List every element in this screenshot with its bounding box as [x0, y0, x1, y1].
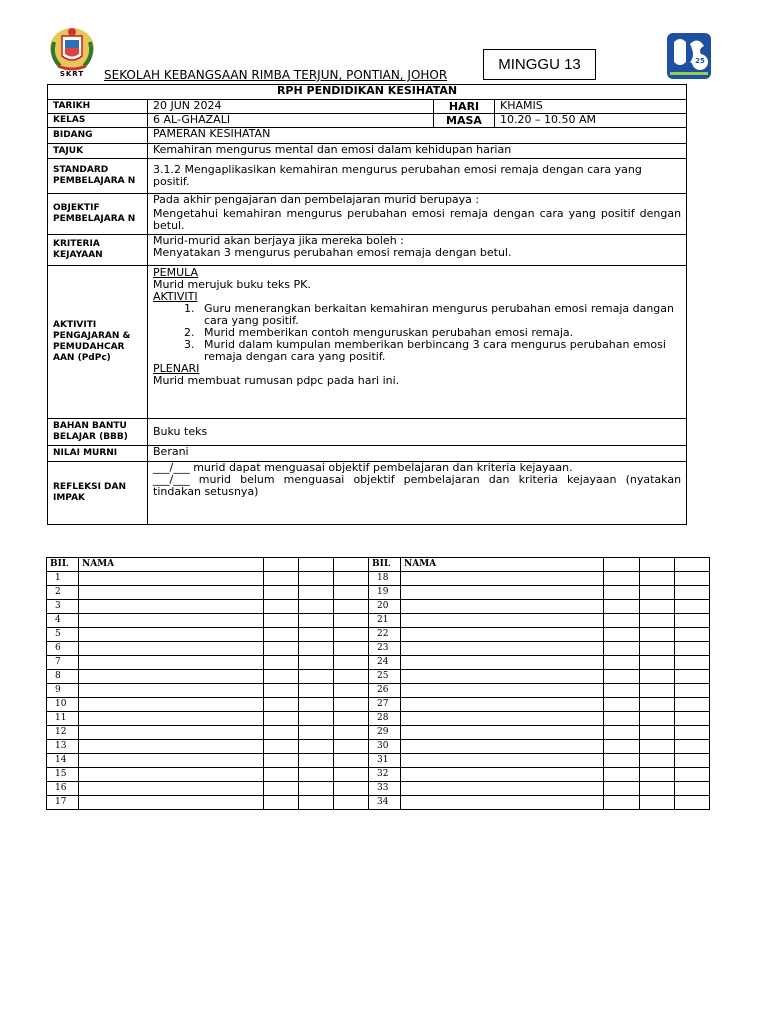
- mark-cell: [640, 586, 675, 600]
- student-name-cell: [79, 572, 264, 586]
- student-name-cell: [79, 796, 264, 810]
- mark-cell: [604, 698, 640, 712]
- mark-cell: [604, 684, 640, 698]
- refleksi-label: REFLEKSI DAN IMPAK: [48, 462, 148, 525]
- mark-cell: [264, 572, 299, 586]
- week-label: MINGGU 13: [483, 49, 596, 80]
- bil-number: 29: [369, 726, 401, 740]
- mark-cell: [675, 712, 710, 726]
- mark-cell: [334, 558, 369, 572]
- mark-cell: [299, 656, 334, 670]
- mark-cell: [299, 628, 334, 642]
- mark-cell: [675, 782, 710, 796]
- mark-cell: [264, 796, 299, 810]
- mark-cell: [264, 768, 299, 782]
- student-name-cell: [401, 740, 604, 754]
- mark-cell: [299, 698, 334, 712]
- bil-number: 19: [369, 586, 401, 600]
- refleksi-line-1: ___/___ murid dapat menguasai objektif pembelajaran dan kriteria kejayaan.: [153, 461, 573, 474]
- bil-number: 22: [369, 628, 401, 642]
- mark-cell: [299, 768, 334, 782]
- student-name-cell: [79, 684, 264, 698]
- bil-number: 31: [369, 754, 401, 768]
- mark-cell: [334, 656, 369, 670]
- student-name-cell: [79, 754, 264, 768]
- mark-cell: [604, 726, 640, 740]
- mark-cell: [334, 614, 369, 628]
- student-name-cell: [401, 698, 604, 712]
- student-name-cell: [401, 796, 604, 810]
- mark-cell: [334, 600, 369, 614]
- student-name-cell: [401, 642, 604, 656]
- refleksi-line-2: ___/___ murid belum menguasai objektif pembelajaran dan kriteria kejayaan (nyatakan tindakan setusnya): [153, 473, 682, 498]
- mark-cell: [604, 740, 640, 754]
- mark-cell: [334, 782, 369, 796]
- mark-cell: [334, 586, 369, 600]
- aktiviti-list: [153, 303, 681, 363]
- mark-cell: [640, 754, 675, 768]
- bil-number: 11: [47, 712, 79, 726]
- attendance-row: [47, 670, 710, 684]
- mark-cell: [334, 684, 369, 698]
- lesson-plan-table: [47, 84, 687, 525]
- mark-cell: [675, 572, 710, 586]
- bil-number: 2: [47, 586, 79, 600]
- student-name-cell: [79, 698, 264, 712]
- mark-cell: [640, 726, 675, 740]
- mark-cell: [604, 754, 640, 768]
- tajuk-value: Kemahiran mengurus mental dan emosi dalam kehidupan harian: [148, 144, 687, 159]
- mark-cell: [334, 754, 369, 768]
- mark-cell: [299, 796, 334, 810]
- mark-cell: [675, 768, 710, 782]
- mark-cell: [334, 712, 369, 726]
- student-name-cell: [79, 712, 264, 726]
- mark-cell: [604, 614, 640, 628]
- attendance-row: [47, 740, 710, 754]
- bil-number: 15: [47, 768, 79, 782]
- bil-header: BIL: [369, 558, 401, 572]
- aktiviti-label: AKTIVITI PENGAJARAN & PEMUDAHCAR AAN (PdPc): [48, 266, 148, 419]
- tarikh-value: 20 JUN 2024: [148, 100, 434, 114]
- mark-cell: [334, 726, 369, 740]
- mark-cell: [604, 600, 640, 614]
- attendance-row: [47, 572, 710, 586]
- bil-number: 18: [369, 572, 401, 586]
- student-name-cell: [79, 628, 264, 642]
- mark-cell: [299, 754, 334, 768]
- student-name-cell: [79, 614, 264, 628]
- mark-cell: [675, 754, 710, 768]
- aktiviti-cell: [148, 266, 687, 419]
- aktiviti-item: 1. Guru menerangkan berkaitan kemahiran mengurus perubahan emosi remaja dangan cara yang positif.: [198, 303, 681, 327]
- mark-cell: [299, 670, 334, 684]
- mark-cell: [604, 782, 640, 796]
- mark-cell: [604, 712, 640, 726]
- mark-cell: [264, 754, 299, 768]
- mark-cell: [264, 712, 299, 726]
- mark-cell: [334, 670, 369, 684]
- mark-cell: [640, 656, 675, 670]
- bil-number: 5: [47, 628, 79, 642]
- bil-number: 17: [47, 796, 79, 810]
- mark-cell: [334, 740, 369, 754]
- mark-cell: [264, 740, 299, 754]
- pemula-heading: PEMULA: [153, 266, 199, 279]
- mark-cell: [675, 684, 710, 698]
- mark-cell: [675, 614, 710, 628]
- student-name-cell: [401, 656, 604, 670]
- bil-number: 9: [47, 684, 79, 698]
- bil-number: 33: [369, 782, 401, 796]
- kriteria-intro: Murid-murid akan berjaya jika mereka boleh :: [153, 234, 404, 247]
- student-name-cell: [401, 712, 604, 726]
- nilai-label: NILAI MURNI: [48, 446, 148, 462]
- mark-cell: [299, 642, 334, 656]
- student-name-cell: [79, 726, 264, 740]
- mark-cell: [264, 586, 299, 600]
- mark-cell: [640, 698, 675, 712]
- bil-number: 6: [47, 642, 79, 656]
- mark-cell: [604, 796, 640, 810]
- mark-cell: [334, 768, 369, 782]
- kriteria-label: KRITERIA KEJAYAAN: [48, 235, 148, 266]
- bil-number: 4: [47, 614, 79, 628]
- attendance-table: [46, 557, 710, 810]
- mark-cell: [640, 600, 675, 614]
- student-name-cell: [401, 628, 604, 642]
- mark-cell: [264, 628, 299, 642]
- mark-cell: [604, 628, 640, 642]
- bil-number: 16: [47, 782, 79, 796]
- student-name-cell: [401, 726, 604, 740]
- mark-cell: [264, 642, 299, 656]
- mark-cell: [264, 600, 299, 614]
- mark-cell: [675, 558, 710, 572]
- bil-number: 32: [369, 768, 401, 782]
- kelas-label: KELAS: [48, 114, 148, 128]
- bil-number: 23: [369, 642, 401, 656]
- standard-label: STANDARD PEMBELAJARA N: [48, 159, 148, 194]
- nama-header: NAMA: [401, 558, 604, 572]
- attendance-row: [47, 600, 710, 614]
- mark-cell: [264, 614, 299, 628]
- bil-number: 24: [369, 656, 401, 670]
- mark-cell: [675, 726, 710, 740]
- anniversary-badge-logo: [666, 32, 712, 80]
- badge-number: 25: [695, 57, 705, 65]
- attendance-header-row: [47, 558, 710, 572]
- mark-cell: [604, 586, 640, 600]
- attendance-row: [47, 642, 710, 656]
- mark-cell: [640, 768, 675, 782]
- pemula-text: Murid merujuk buku teks PK.: [153, 278, 311, 291]
- attendance-row: [47, 754, 710, 768]
- bil-number: 10: [47, 698, 79, 712]
- student-name-cell: [79, 670, 264, 684]
- mark-cell: [675, 642, 710, 656]
- student-name-cell: [79, 586, 264, 600]
- lesson-plan-title: RPH PENDIDIKAN KESIHATAN: [48, 85, 687, 100]
- student-name-cell: [79, 782, 264, 796]
- student-name-cell: [401, 572, 604, 586]
- student-name-cell: [79, 642, 264, 656]
- kriteria-cell: [148, 235, 687, 266]
- mark-cell: [675, 670, 710, 684]
- mark-cell: [604, 670, 640, 684]
- mark-cell: [640, 712, 675, 726]
- student-name-cell: [401, 684, 604, 698]
- mark-cell: [675, 586, 710, 600]
- attendance-row: [47, 726, 710, 740]
- attendance-row: [47, 684, 710, 698]
- mark-cell: [299, 712, 334, 726]
- mark-cell: [299, 740, 334, 754]
- mark-cell: [604, 768, 640, 782]
- mark-cell: [334, 796, 369, 810]
- masa-value: 10.20 – 10.50 AM: [495, 114, 687, 128]
- mark-cell: [299, 782, 334, 796]
- mark-cell: [675, 740, 710, 754]
- objektif-value: Mengetahui kemahiran mengurus perubahan emosi remaja dengan cara yang positif dengan betul.: [153, 207, 682, 232]
- attendance-row: [47, 628, 710, 642]
- mark-cell: [640, 796, 675, 810]
- bil-number: 20: [369, 600, 401, 614]
- attendance-row: [47, 614, 710, 628]
- mark-cell: [299, 586, 334, 600]
- student-name-cell: [401, 586, 604, 600]
- student-name-cell: [401, 754, 604, 768]
- bil-number: 26: [369, 684, 401, 698]
- mark-cell: [264, 558, 299, 572]
- tajuk-label: TAJUK: [48, 144, 148, 159]
- plenari-heading: PLENARI: [153, 362, 200, 375]
- mark-cell: [264, 726, 299, 740]
- attendance-body: [47, 558, 710, 810]
- bil-number: 14: [47, 754, 79, 768]
- mark-cell: [264, 670, 299, 684]
- student-name-cell: [401, 782, 604, 796]
- mark-cell: [299, 572, 334, 586]
- school-name: SEKOLAH KEBANGSAAN RIMBA TERJUN, PONTIAN, JOHOR: [104, 68, 448, 82]
- bidang-value: PAMERAN KESIHATAN: [148, 128, 687, 144]
- mark-cell: [675, 796, 710, 810]
- hari-value: KHAMIS: [495, 100, 687, 114]
- mark-cell: [299, 558, 334, 572]
- mark-cell: [640, 614, 675, 628]
- student-name-cell: [79, 600, 264, 614]
- mark-cell: [640, 628, 675, 642]
- refleksi-cell: [148, 462, 687, 525]
- bil-header: BIL: [47, 558, 79, 572]
- bil-number: 25: [369, 670, 401, 684]
- objektif-label: OBJEKTIF PEMBELAJARA N: [48, 194, 148, 235]
- student-name-cell: [79, 768, 264, 782]
- attendance-row: [47, 796, 710, 810]
- mark-cell: [299, 614, 334, 628]
- mark-cell: [640, 782, 675, 796]
- student-name-cell: [401, 670, 604, 684]
- mark-cell: [604, 656, 640, 670]
- attendance-row: [47, 656, 710, 670]
- mark-cell: [640, 740, 675, 754]
- mark-cell: [675, 656, 710, 670]
- standard-value: 3.1.2 Mengaplikasikan kemahiran mengurus perubahan emosi remaja dengan cara yang positif.: [148, 159, 687, 194]
- mark-cell: [264, 684, 299, 698]
- masa-label: MASA: [434, 114, 495, 128]
- school-crest-logo: [46, 26, 98, 80]
- bil-number: 3: [47, 600, 79, 614]
- student-name-cell: [79, 656, 264, 670]
- attendance-row: [47, 768, 710, 782]
- mark-cell: [640, 572, 675, 586]
- bbb-label: BAHAN BANTU BELAJAR (BBB): [48, 419, 148, 446]
- mark-cell: [604, 642, 640, 656]
- mark-cell: [264, 698, 299, 712]
- mark-cell: [334, 572, 369, 586]
- bil-number: 1: [47, 572, 79, 586]
- bil-number: 13: [47, 740, 79, 754]
- attendance-row: [47, 782, 710, 796]
- attendance-row: [47, 586, 710, 600]
- plenari-text: Murid membuat rumusan pdpc pada hari ini.: [153, 374, 400, 387]
- mark-cell: [640, 642, 675, 656]
- logo-caption: SKRT: [59, 70, 85, 78]
- attendance-row: [47, 698, 710, 712]
- mark-cell: [640, 670, 675, 684]
- mark-cell: [334, 628, 369, 642]
- bil-number: 34: [369, 796, 401, 810]
- mark-cell: [299, 600, 334, 614]
- mark-cell: [264, 782, 299, 796]
- mark-cell: [334, 698, 369, 712]
- bil-number: 21: [369, 614, 401, 628]
- mark-cell: [675, 600, 710, 614]
- objektif-cell: [148, 194, 687, 235]
- bil-number: 28: [369, 712, 401, 726]
- objektif-intro: Pada akhir pengajaran dan pembelajaran murid berupaya :: [153, 193, 480, 206]
- kriteria-value: Menyatakan 3 mengurus perubahan emosi remaja dengan betul.: [153, 246, 512, 259]
- mark-cell: [640, 684, 675, 698]
- bil-number: 7: [47, 656, 79, 670]
- mark-cell: [675, 628, 710, 642]
- nama-header: NAMA: [79, 558, 264, 572]
- mark-cell: [299, 726, 334, 740]
- hari-label: HARI: [434, 100, 495, 114]
- nilai-value: Berani: [148, 446, 687, 462]
- mark-cell: [334, 642, 369, 656]
- bidang-label: BIDANG: [48, 128, 148, 144]
- bil-number: 30: [369, 740, 401, 754]
- mark-cell: [604, 558, 640, 572]
- bil-number: 27: [369, 698, 401, 712]
- student-name-cell: [79, 740, 264, 754]
- mark-cell: [299, 684, 334, 698]
- attendance-row: [47, 712, 710, 726]
- student-name-cell: [401, 600, 604, 614]
- bbb-value: Buku teks: [148, 419, 687, 446]
- kelas-value: 6 AL-GHAZALI: [148, 114, 434, 128]
- aktiviti-item: 2. Murid memberikan contoh menguruskan perubahan emosi remaja.: [198, 327, 681, 339]
- aktiviti-item: 3. Murid dalam kumpulan memberikan berbincang 3 cara mengurus perubahan emosi remaja dengan cara yang positif.: [198, 339, 681, 363]
- mark-cell: [604, 572, 640, 586]
- student-name-cell: [401, 768, 604, 782]
- mark-cell: [264, 656, 299, 670]
- mark-cell: [640, 558, 675, 572]
- mark-cell: [675, 698, 710, 712]
- aktiviti-heading: AKTIVITI: [153, 290, 198, 303]
- bil-number: 12: [47, 726, 79, 740]
- student-name-cell: [401, 614, 604, 628]
- tarikh-label: TARIKH: [48, 100, 148, 114]
- bil-number: 8: [47, 670, 79, 684]
